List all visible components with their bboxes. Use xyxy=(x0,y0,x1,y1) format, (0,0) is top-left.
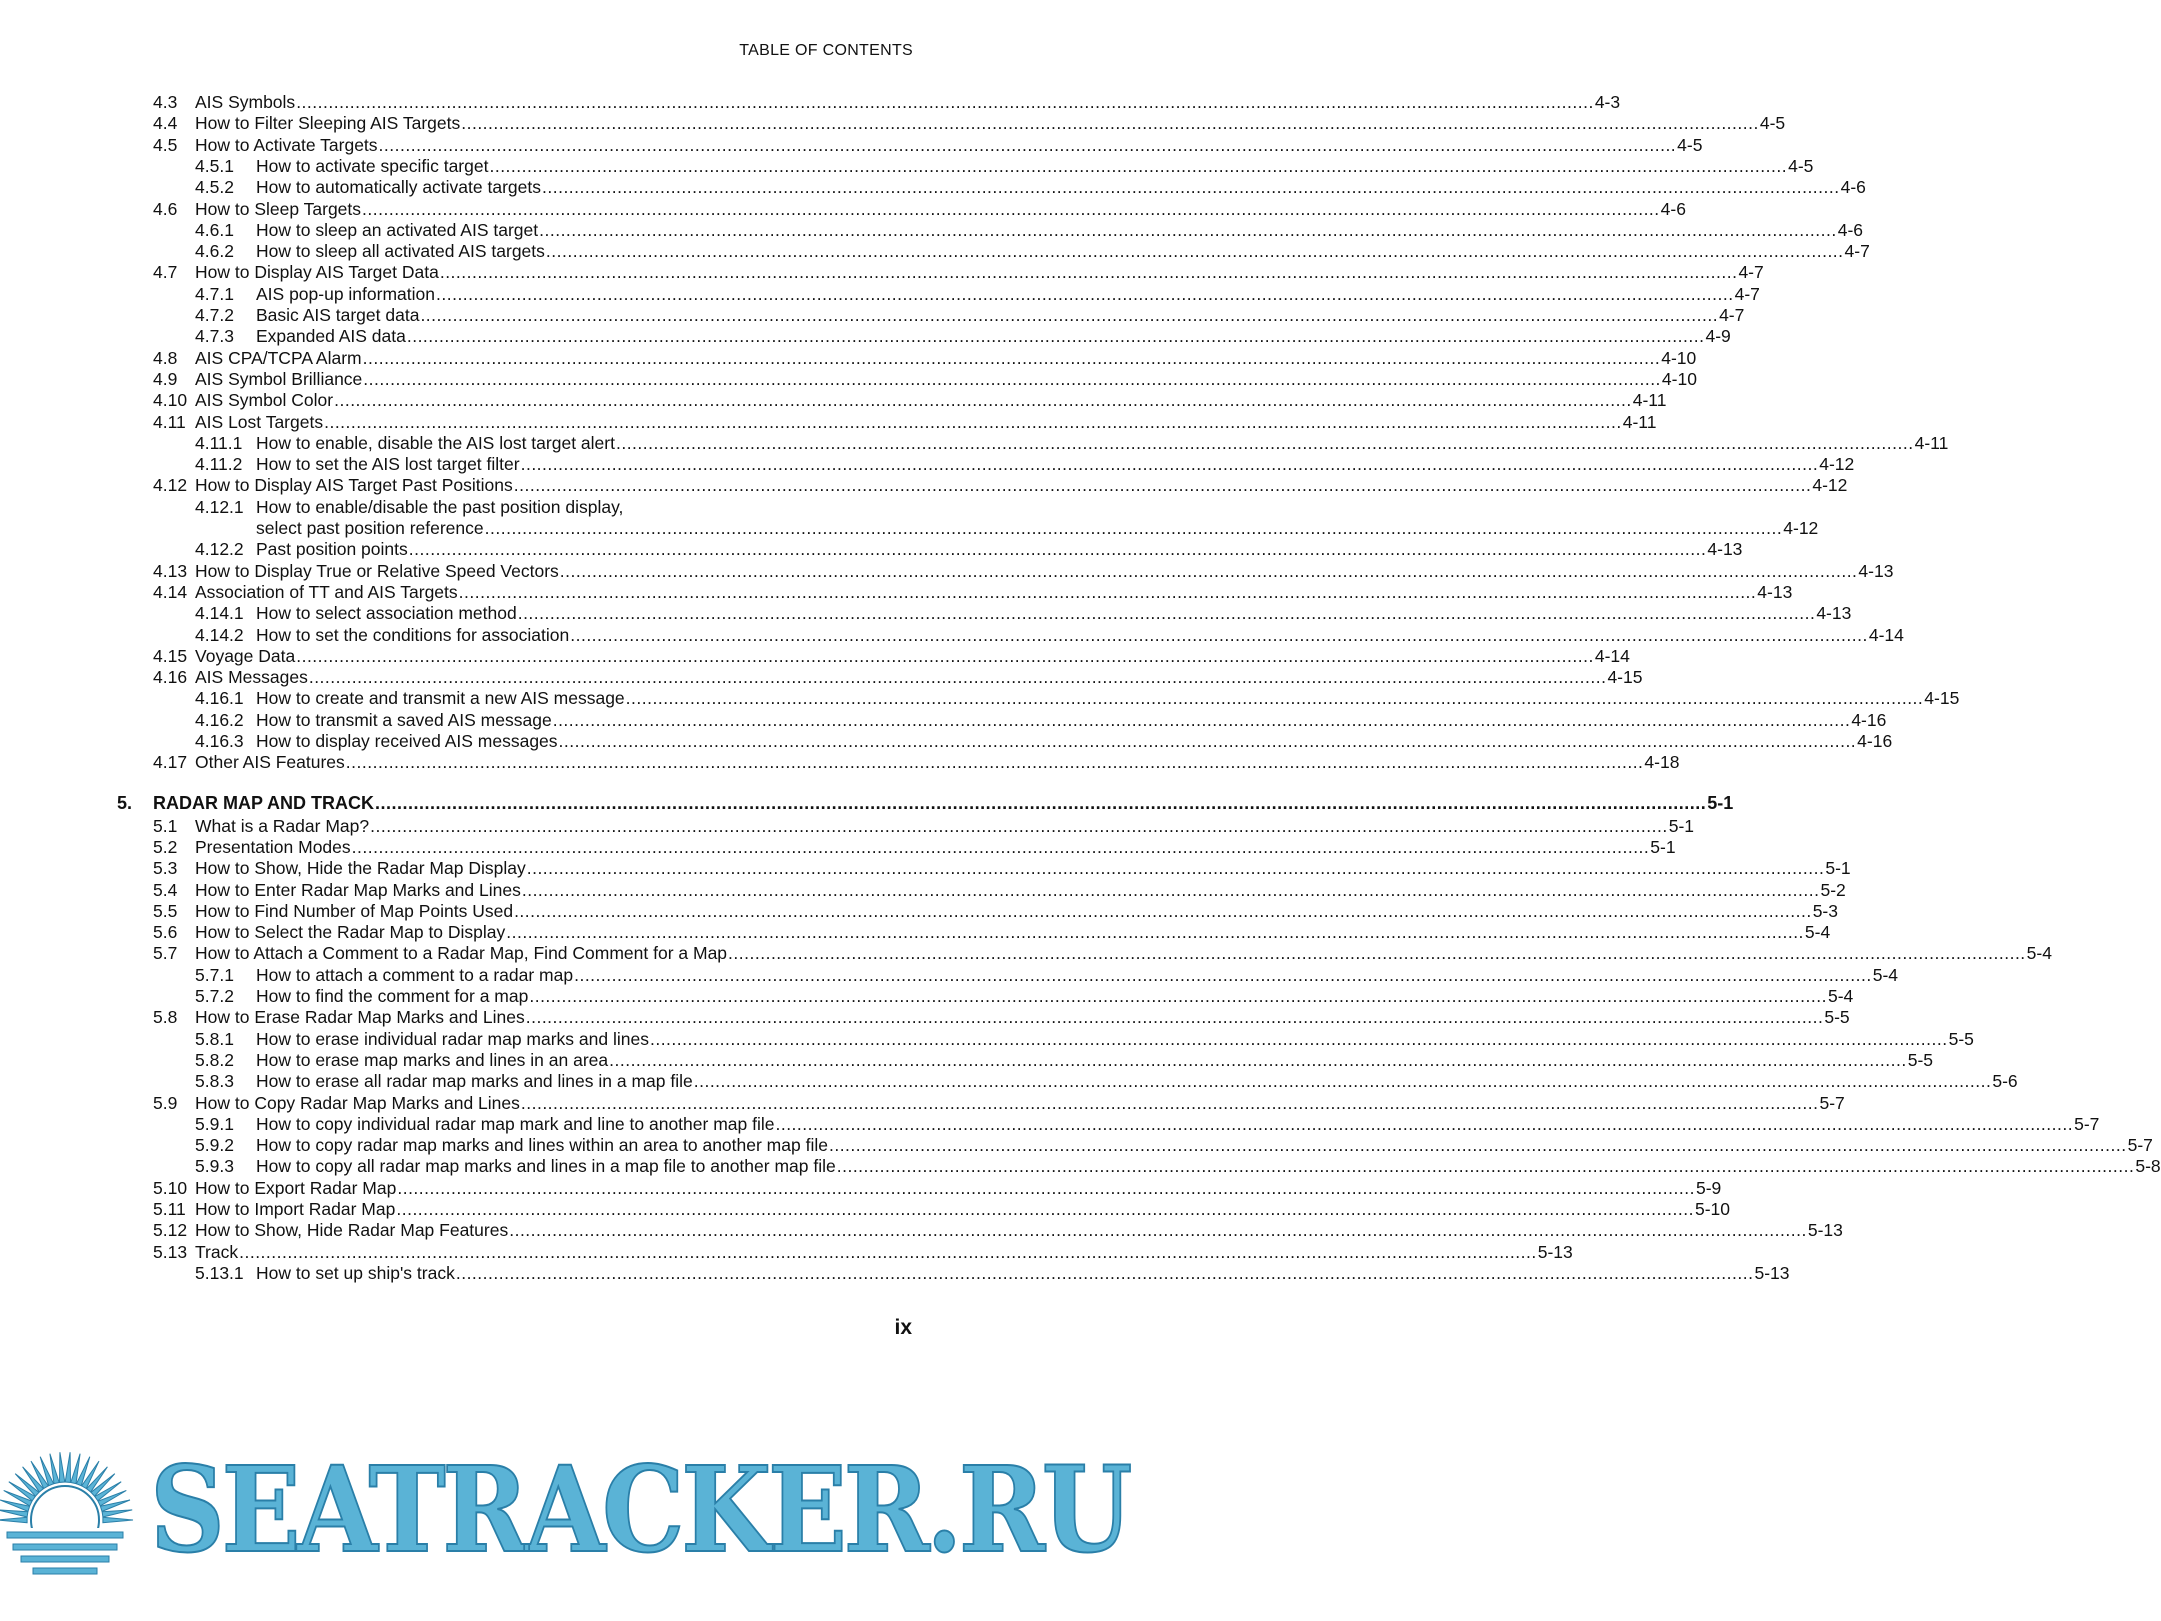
toc-page: 5-4 xyxy=(2026,943,2052,964)
dot-leader xyxy=(570,624,1868,646)
toc-entry xyxy=(0,283,1760,305)
dot-leader xyxy=(396,1198,1694,1220)
toc-title: select past position reference xyxy=(256,518,484,538)
toc-page: 5-4 xyxy=(1827,986,1854,1006)
sun-ray xyxy=(0,1517,27,1522)
toc-number: 5.6 xyxy=(153,922,178,943)
toc-number: 4.14.2 xyxy=(195,624,244,645)
toc-number: 4.9 xyxy=(153,368,178,389)
toc-entry xyxy=(0,709,1887,731)
toc-number: 4.6 xyxy=(153,198,178,219)
dot-leader xyxy=(324,411,1622,433)
toc-entry xyxy=(0,624,1904,646)
toc-chapter xyxy=(0,792,1734,814)
toc-entry xyxy=(0,176,1866,198)
toc-page: 5-1 xyxy=(1707,792,1734,813)
toc-page: 4-6 xyxy=(1660,198,1686,219)
dot-leader xyxy=(837,1155,2135,1177)
toc-number: 4.5.1 xyxy=(195,155,234,176)
toc-entry xyxy=(0,538,1743,560)
toc-number: 4.15 xyxy=(153,645,188,666)
toc-number: 4.6.2 xyxy=(195,241,234,262)
toc-title: How to Filter Sleeping AIS Targets xyxy=(195,113,461,134)
toc-title: AIS Symbol Brilliance xyxy=(195,368,363,389)
page-header: TABLE OF CONTENTS xyxy=(739,42,913,59)
toc-number: 4.11 xyxy=(153,411,186,432)
toc-entry xyxy=(0,964,1899,986)
toc-title: How to select association method xyxy=(256,603,517,624)
toc-page: 5-1 xyxy=(1668,815,1695,836)
toc-page: 5-7 xyxy=(1819,1092,1845,1113)
toc-entry xyxy=(0,1092,1845,1114)
toc-entry xyxy=(0,389,1667,411)
toc-number: 4.16.1 xyxy=(195,688,244,709)
dot-leader xyxy=(352,836,1650,858)
toc-entry xyxy=(0,517,1819,539)
toc-page: 4-13 xyxy=(1816,603,1852,624)
dot-leader xyxy=(436,283,1734,305)
dot-leader xyxy=(553,709,1851,731)
toc-entry xyxy=(0,1219,1843,1241)
dot-leader xyxy=(626,687,1924,709)
page-number: ix xyxy=(894,1316,912,1339)
toc-number: 4.11.2 xyxy=(195,454,243,475)
sun-ray xyxy=(60,1452,65,1482)
toc-number: 5.4 xyxy=(153,879,178,900)
toc-page: 4-13 xyxy=(1757,581,1793,602)
toc-title: Presentation Modes xyxy=(195,836,351,857)
toc-entry xyxy=(0,815,1695,837)
toc-title: How to erase all radar map marks and lines in a map file xyxy=(256,1071,693,1092)
toc-number: 5.7.1 xyxy=(195,964,234,985)
toc-number: 4.12.1 xyxy=(195,496,244,517)
toc-title: How to Select the Radar Map to Display xyxy=(195,922,506,943)
toc-page: 4-11 xyxy=(1632,390,1667,411)
dot-leader xyxy=(522,879,1820,901)
toc-entry xyxy=(0,751,1680,773)
toc-entry xyxy=(0,1198,1731,1220)
toc-number: 4.17 xyxy=(153,752,188,773)
dot-leader xyxy=(440,261,1738,283)
toc-entry xyxy=(0,921,1831,943)
toc-title: How to Display AIS Target Past Positions xyxy=(195,475,513,496)
dot-leader xyxy=(514,474,1812,496)
toc-number: 4.16.3 xyxy=(195,731,244,751)
toc-page: 4-6 xyxy=(1840,177,1866,198)
toc-page: 5-13 xyxy=(1537,1241,1573,1262)
toc-entry xyxy=(0,453,1855,475)
toc-page: 4-7 xyxy=(1738,262,1764,283)
dot-leader xyxy=(521,1092,1819,1114)
dot-leader xyxy=(375,792,1706,814)
toc-page: 4-18 xyxy=(1644,752,1680,773)
toc-page: 5-4 xyxy=(1872,964,1899,985)
toc-page: 5-9 xyxy=(1695,1177,1722,1198)
toc-entry xyxy=(0,219,1864,241)
toc-entry xyxy=(0,240,1870,262)
toc-number: 4.16 xyxy=(153,667,188,688)
dot-leader xyxy=(559,730,1857,752)
toc-number: 4.16.2 xyxy=(195,709,244,730)
toc-entry xyxy=(0,581,1793,603)
toc-page: 5-7 xyxy=(2127,1135,2153,1156)
toc-title: How to Enter Radar Map Marks and Lines xyxy=(195,879,521,900)
toc-number: 5.9.3 xyxy=(195,1156,234,1177)
toc-title: How to copy all radar map marks and lines in a map file to another map file xyxy=(256,1156,836,1177)
toc-page: 4-5 xyxy=(1677,134,1703,155)
toc-page: 4-10 xyxy=(1661,368,1697,389)
dot-leader xyxy=(560,560,1858,582)
dot-leader xyxy=(616,432,1914,454)
toc-entry xyxy=(0,730,1893,752)
toc-page: 4-11 xyxy=(1622,411,1657,432)
toc-entry xyxy=(0,496,1009,518)
toc-number: 4.5 xyxy=(153,134,178,155)
toc-entry xyxy=(0,474,1848,496)
dot-leader xyxy=(309,666,1607,688)
dot-leader xyxy=(609,1049,1907,1071)
toc-entry xyxy=(0,1155,2161,1177)
toc-entry xyxy=(0,857,1851,879)
dot-leader xyxy=(489,155,1787,177)
dot-leader xyxy=(518,602,1816,624)
dot-leader xyxy=(829,1134,2127,1156)
toc-title: How to copy radar map marks and lines within an area to another map file xyxy=(256,1135,828,1156)
toc-number: 5.11 xyxy=(153,1199,186,1219)
toc-title: How to Import Radar Map xyxy=(195,1199,396,1219)
toc-entry xyxy=(0,432,1949,454)
toc-title: Track xyxy=(195,1241,239,1262)
toc-title: How to sleep an activated AIS target xyxy=(256,219,539,240)
toc-page: 5-8 xyxy=(2135,1156,2161,1177)
toc-number: 4.14.1 xyxy=(195,603,244,624)
toc-entry xyxy=(0,1177,1722,1199)
dot-leader xyxy=(527,857,1825,879)
dot-leader xyxy=(379,134,1677,156)
toc-title: Past position points xyxy=(256,539,408,560)
toc-page: 4-9 xyxy=(1705,326,1731,347)
dot-leader xyxy=(539,219,1837,241)
dot-leader xyxy=(461,112,1759,134)
toc-number: 5.9.2 xyxy=(195,1135,234,1156)
dot-leader xyxy=(363,368,1661,390)
toc-title: How to transmit a saved AIS message xyxy=(256,709,552,730)
dot-leader xyxy=(514,900,1812,922)
toc-number: 4.7.1 xyxy=(195,283,234,304)
toc-title: How to set the AIS lost target filter xyxy=(256,454,520,475)
toc-title: Other AIS Features xyxy=(195,752,345,773)
toc-entry xyxy=(0,985,1854,1007)
dot-leader xyxy=(409,538,1707,560)
toc-number: 5.7 xyxy=(153,943,178,964)
toc-number: 5.12 xyxy=(153,1220,188,1241)
dot-leader xyxy=(521,453,1819,475)
toc-number: 4.12 xyxy=(153,475,188,496)
dot-leader xyxy=(485,517,1783,539)
toc-page: 5-2 xyxy=(1820,879,1846,900)
toc-number: 4.8 xyxy=(153,347,178,368)
toc-number: 5.8.2 xyxy=(195,1049,234,1070)
toc-title: How to Find Number of Map Points Used xyxy=(195,900,514,921)
sun-ray xyxy=(0,1510,28,1517)
toc-number: 5.9.1 xyxy=(195,1113,234,1134)
toc-number: 5.8.1 xyxy=(195,1028,234,1049)
toc-title: AIS CPA/TCPA Alarm xyxy=(195,347,362,368)
toc-entry xyxy=(0,304,1745,326)
dot-leader xyxy=(546,240,1844,262)
dot-leader xyxy=(362,198,1660,220)
toc-page: 5-10 xyxy=(1694,1199,1731,1219)
toc-title: Association of TT and AIS Targets xyxy=(195,581,458,602)
toc-number: 4.6.1 xyxy=(195,219,234,240)
toc-number: 4.10 xyxy=(153,390,188,411)
toc-entry xyxy=(0,687,1960,709)
toc-number: 4.4 xyxy=(153,113,178,134)
dot-leader xyxy=(370,815,1668,837)
toc-entry xyxy=(0,1241,1573,1263)
toc-title: How to Show, Hide Radar Map Features xyxy=(195,1220,509,1241)
dot-leader xyxy=(420,304,1718,326)
toc-entry xyxy=(0,1049,1934,1071)
toc-number: 5.1 xyxy=(153,815,178,836)
toc-number: 5.7.2 xyxy=(195,986,234,1006)
dot-leader xyxy=(529,985,1827,1007)
toc-title: How to find the comment for a map xyxy=(256,986,529,1006)
toc-number: 5.9 xyxy=(153,1092,178,1113)
toc-entry xyxy=(0,900,1838,922)
dot-leader xyxy=(509,1219,1807,1241)
toc-page: 5-13 xyxy=(1754,1262,1790,1283)
toc-title: How to sleep all activated AIS targets xyxy=(256,241,545,262)
toc-title: How to automatically activate targets xyxy=(256,177,541,198)
toc-page: 4-12 xyxy=(1783,518,1819,538)
toc-title: AIS Lost Targets xyxy=(195,411,324,432)
toc-entry xyxy=(0,134,1703,156)
toc-page: 5-5 xyxy=(1907,1049,1934,1070)
toc-entry xyxy=(0,261,1764,283)
toc-page: 5-4 xyxy=(1804,922,1831,943)
toc-page: 4-13 xyxy=(1707,539,1743,560)
dot-leader xyxy=(334,389,1632,411)
toc-title: How to Erase Radar Map Marks and Lines xyxy=(195,1007,525,1028)
toc-title: How to erase individual radar map marks and lines xyxy=(256,1028,649,1049)
toc-page: 4-10 xyxy=(1661,347,1697,368)
toc-entry xyxy=(0,602,1852,624)
toc-title: How to set the conditions for association xyxy=(256,624,570,645)
dot-leader xyxy=(239,1241,1537,1263)
toc-title: How to copy individual radar map mark and line to another map file xyxy=(256,1113,775,1134)
toc-title: How to activate specific target xyxy=(256,155,489,176)
toc-entry xyxy=(0,836,1676,858)
toc-title: Voyage Data xyxy=(195,645,296,666)
toc-title: AIS Symbols xyxy=(195,92,296,112)
toc-entry xyxy=(0,645,1630,667)
toc-number: 4.11.1 xyxy=(195,432,243,453)
toc-entry xyxy=(0,112,1786,134)
sun-ray xyxy=(65,1452,70,1482)
toc-title: What is a Radar Map? xyxy=(195,815,370,836)
toc-title: How to set up ship's track xyxy=(256,1262,455,1283)
toc-entry xyxy=(0,1028,1974,1050)
toc-number: 4.7 xyxy=(153,262,178,283)
dot-leader xyxy=(407,325,1705,347)
toc-page: 4-12 xyxy=(1819,454,1855,475)
toc-title: How to Sleep Targets xyxy=(195,198,362,219)
toc-number: 5. xyxy=(117,792,133,813)
toc-page: 5-5 xyxy=(1948,1028,1974,1049)
toc-title: Expanded AIS data xyxy=(256,326,406,347)
toc-title: How to Display AIS Target Data xyxy=(195,262,439,283)
toc-page: 5-1 xyxy=(1825,858,1851,879)
sun-icon xyxy=(0,1452,133,1590)
watermark-text: SEATRACKER.RU xyxy=(150,1440,1129,1579)
toc-number: 4.7.2 xyxy=(195,305,234,325)
dot-leader xyxy=(397,1177,1695,1199)
toc-page: 4-13 xyxy=(1858,560,1894,581)
dot-leader xyxy=(363,347,1661,369)
toc-page: 5-6 xyxy=(1992,1071,2018,1092)
toc-page: 4-3 xyxy=(1594,92,1621,112)
toc-title: How to display received AIS messages xyxy=(256,731,558,751)
dot-leader xyxy=(775,1113,2073,1135)
toc-page: 4-14 xyxy=(1594,645,1630,666)
toc-title: AIS pop-up information xyxy=(256,283,435,304)
dot-leader xyxy=(296,645,1594,667)
toc-entry xyxy=(0,666,1643,688)
toc-page: 5-13 xyxy=(1807,1220,1843,1241)
dot-leader xyxy=(728,942,2026,964)
toc-title: RADAR MAP AND TRACK xyxy=(153,792,374,813)
dot-leader xyxy=(650,1028,1948,1050)
toc-page: 4-11 xyxy=(1914,432,1949,453)
toc-title: How to create and transmit a new AIS message xyxy=(256,688,625,709)
dot-leader xyxy=(346,751,1644,773)
toc-number: 5.13 xyxy=(153,1241,188,1262)
toc-page: 4-12 xyxy=(1812,475,1848,496)
toc-number: 5.13.1 xyxy=(195,1262,244,1283)
toc-title: How to Display True or Relative Speed Vectors xyxy=(195,560,559,581)
toc-entry xyxy=(0,879,1846,901)
toc-page: 4-5 xyxy=(1759,113,1786,134)
toc-page: 5-1 xyxy=(1650,836,1676,857)
toc-entry xyxy=(0,325,1731,347)
dot-leader xyxy=(542,176,1840,198)
toc-number: 5.2 xyxy=(153,836,178,857)
dot-leader xyxy=(506,921,1804,943)
toc-page: 5-3 xyxy=(1812,900,1838,921)
toc-number: 5.5 xyxy=(153,900,178,921)
toc-entry xyxy=(0,198,1686,220)
toc-page: 4-7 xyxy=(1734,283,1760,304)
toc-entry xyxy=(0,560,1894,582)
toc-entry xyxy=(0,1113,2100,1135)
toc-entry xyxy=(0,942,2052,964)
dot-leader xyxy=(296,91,1594,113)
toc-number: 4.13 xyxy=(153,560,188,581)
toc-title: How to erase map marks and lines in an area xyxy=(256,1049,609,1070)
toc-entry xyxy=(0,1134,2153,1156)
toc-number: 4.12.2 xyxy=(195,539,244,560)
toc-title: How to Attach a Comment to a Radar Map, Find Comment for a Map xyxy=(195,943,728,964)
toc-entry xyxy=(0,1006,1850,1028)
toc-page: 5-5 xyxy=(1824,1007,1850,1028)
toc-entry xyxy=(0,91,1621,113)
sun-ray xyxy=(103,1517,133,1522)
toc-page: 4-15 xyxy=(1924,688,1960,709)
toc-page: 4-14 xyxy=(1868,624,1904,645)
toc-number: 4.14 xyxy=(153,581,188,602)
toc-entry xyxy=(0,1262,1790,1284)
toc-number: 5.10 xyxy=(153,1177,188,1198)
toc-title: How to Show, Hide the Radar Map Display xyxy=(195,858,526,879)
toc-entry xyxy=(0,155,1814,177)
toc-title: How to enable/disable the past position display, xyxy=(256,496,624,517)
toc-number: 4.3 xyxy=(153,92,178,112)
dot-leader xyxy=(574,964,1872,986)
toc-number: 5.8 xyxy=(153,1007,178,1028)
toc-page: 4-5 xyxy=(1788,155,1814,176)
toc-entry xyxy=(0,368,1697,390)
toc-entry xyxy=(0,1070,2018,1092)
toc-page: 4-16 xyxy=(1851,709,1887,730)
dot-leader xyxy=(526,1006,1824,1028)
toc-entry xyxy=(0,347,1697,369)
dot-leader xyxy=(459,581,1757,603)
toc-title: How to Activate Targets xyxy=(195,134,378,155)
toc-entry xyxy=(0,411,1657,433)
toc-title: How to enable, disable the AIS lost target alert xyxy=(256,432,615,453)
toc-page: 4-15 xyxy=(1607,667,1643,688)
toc-page: 4-7 xyxy=(1844,241,1870,262)
toc-number: 5.3 xyxy=(153,858,178,879)
toc-page: 4-16 xyxy=(1857,731,1893,751)
toc-page: 4-7 xyxy=(1719,305,1745,325)
toc-number: 4.5.2 xyxy=(195,177,234,198)
toc-title: AIS Symbol Color xyxy=(195,390,334,411)
sun-ray xyxy=(102,1510,132,1517)
dot-leader xyxy=(456,1262,1754,1284)
toc-title: How to attach a comment to a radar map xyxy=(256,964,574,985)
dot-leader xyxy=(694,1070,1992,1092)
toc-number: 4.7.3 xyxy=(195,326,234,347)
toc-title: How to Copy Radar Map Marks and Lines xyxy=(195,1092,520,1113)
toc-title: AIS Messages xyxy=(195,667,308,688)
toc-title: How to Export Radar Map xyxy=(195,1177,397,1198)
toc-title: Basic AIS target data xyxy=(256,305,420,325)
toc-page: 5-7 xyxy=(2074,1113,2100,1134)
toc-number: 5.8.3 xyxy=(195,1071,234,1092)
toc-page: 4-6 xyxy=(1837,219,1864,240)
